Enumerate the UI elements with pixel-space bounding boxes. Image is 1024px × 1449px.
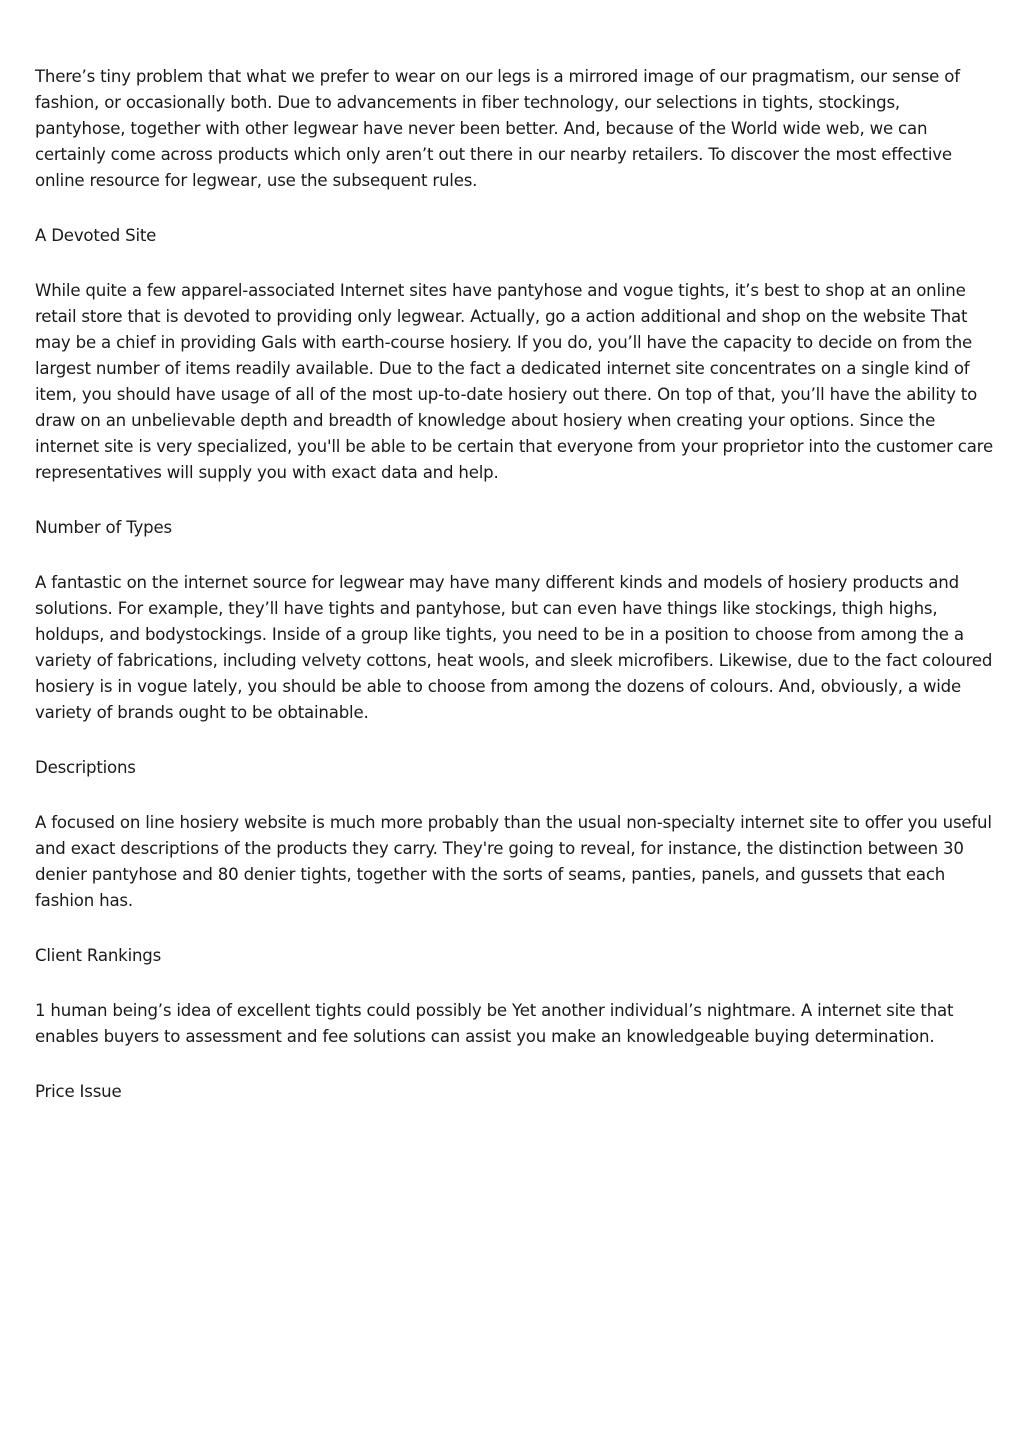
section-body-descriptions: A focused on line hosiery website is much more probably than the usual non-specialty internet site to offer you useful and exact descriptions of the products they carry. They're going to reveal, for instance, the distinction between 30 denier pantyhose and 80 denier tights, together with the sorts of seams, panties, panels, and gussets that each fashion has.: [35, 813, 992, 910]
section-heading-number-of-types: Number of Types: [35, 518, 172, 537]
section-heading-price-issue: Price Issue: [35, 1082, 122, 1101]
section-body-number-of-types: A fantastic on the internet source for legwear may have many different kinds and models of hosiery products and solutions. For example, they’ll have tights and pantyhose, but can even have things like stockings, thigh highs, holdups, and bodystockings. Inside of a group like tights, you need to be in a position to choose from among the a variety of fabrications, including velvety cottons, heat wools, and sleek microfibers. Likewise, due to the fact coloured hosiery is in vogue lately, you should be able to choose from among the dozens of colours. And, obviously, a wide variety of brands ought to be obtainable.: [35, 573, 993, 722]
document-page: [35, 64, 995, 1134]
section-body-devoted-site: While quite a few apparel-associated Internet sites have pantyhose and vogue tights, it’s best to shop at an online retail store that is devoted to providing only legwear. Actually, go a action additional and shop on the website That may be a chief in providing Gals with earth-course hosiery. If you do, you’ll have the capacity to decide on from the largest number of items readily available. Due to the fact a dedicated internet site concentrates on a single kind of item, you should have usage of all of the most up-to-date hosiery out there. On top of that, you’ll have the ability to draw on an unbelievable depth and breadth of knowledge about hosiery when creating your options. Since the internet site is very specialized, you'll be able to be certain that everyone from your proprietor into the customer care representatives will supply you with exact data and help.: [35, 281, 993, 482]
section-heading-client-rankings: Client Rankings: [35, 946, 162, 965]
section-heading-descriptions: Descriptions: [35, 758, 136, 777]
section-body-client-rankings: 1 human being’s idea of excellent tights could possibly be Yet another individual’s nightmare. A internet site that enables buyers to assessment and fee solutions can assist you make an knowledgeable buying determination.: [35, 1001, 954, 1046]
section-heading-devoted-site: A Devoted Site: [35, 226, 157, 245]
intro-paragraph: There’s tiny problem that what we prefer to wear on our legs is a mirrored image of our pragmatism, our sense of fashion, or occasionally both. Due to advancements in fiber technology, our selections in tights, stockings, pantyhose, together with other legwear have never been better. And, because of the World wide web, we can certainly come across products which only aren’t out there in our nearby retailers. To discover the most effective online resource for legwear, use the subsequent rules.: [35, 67, 960, 190]
